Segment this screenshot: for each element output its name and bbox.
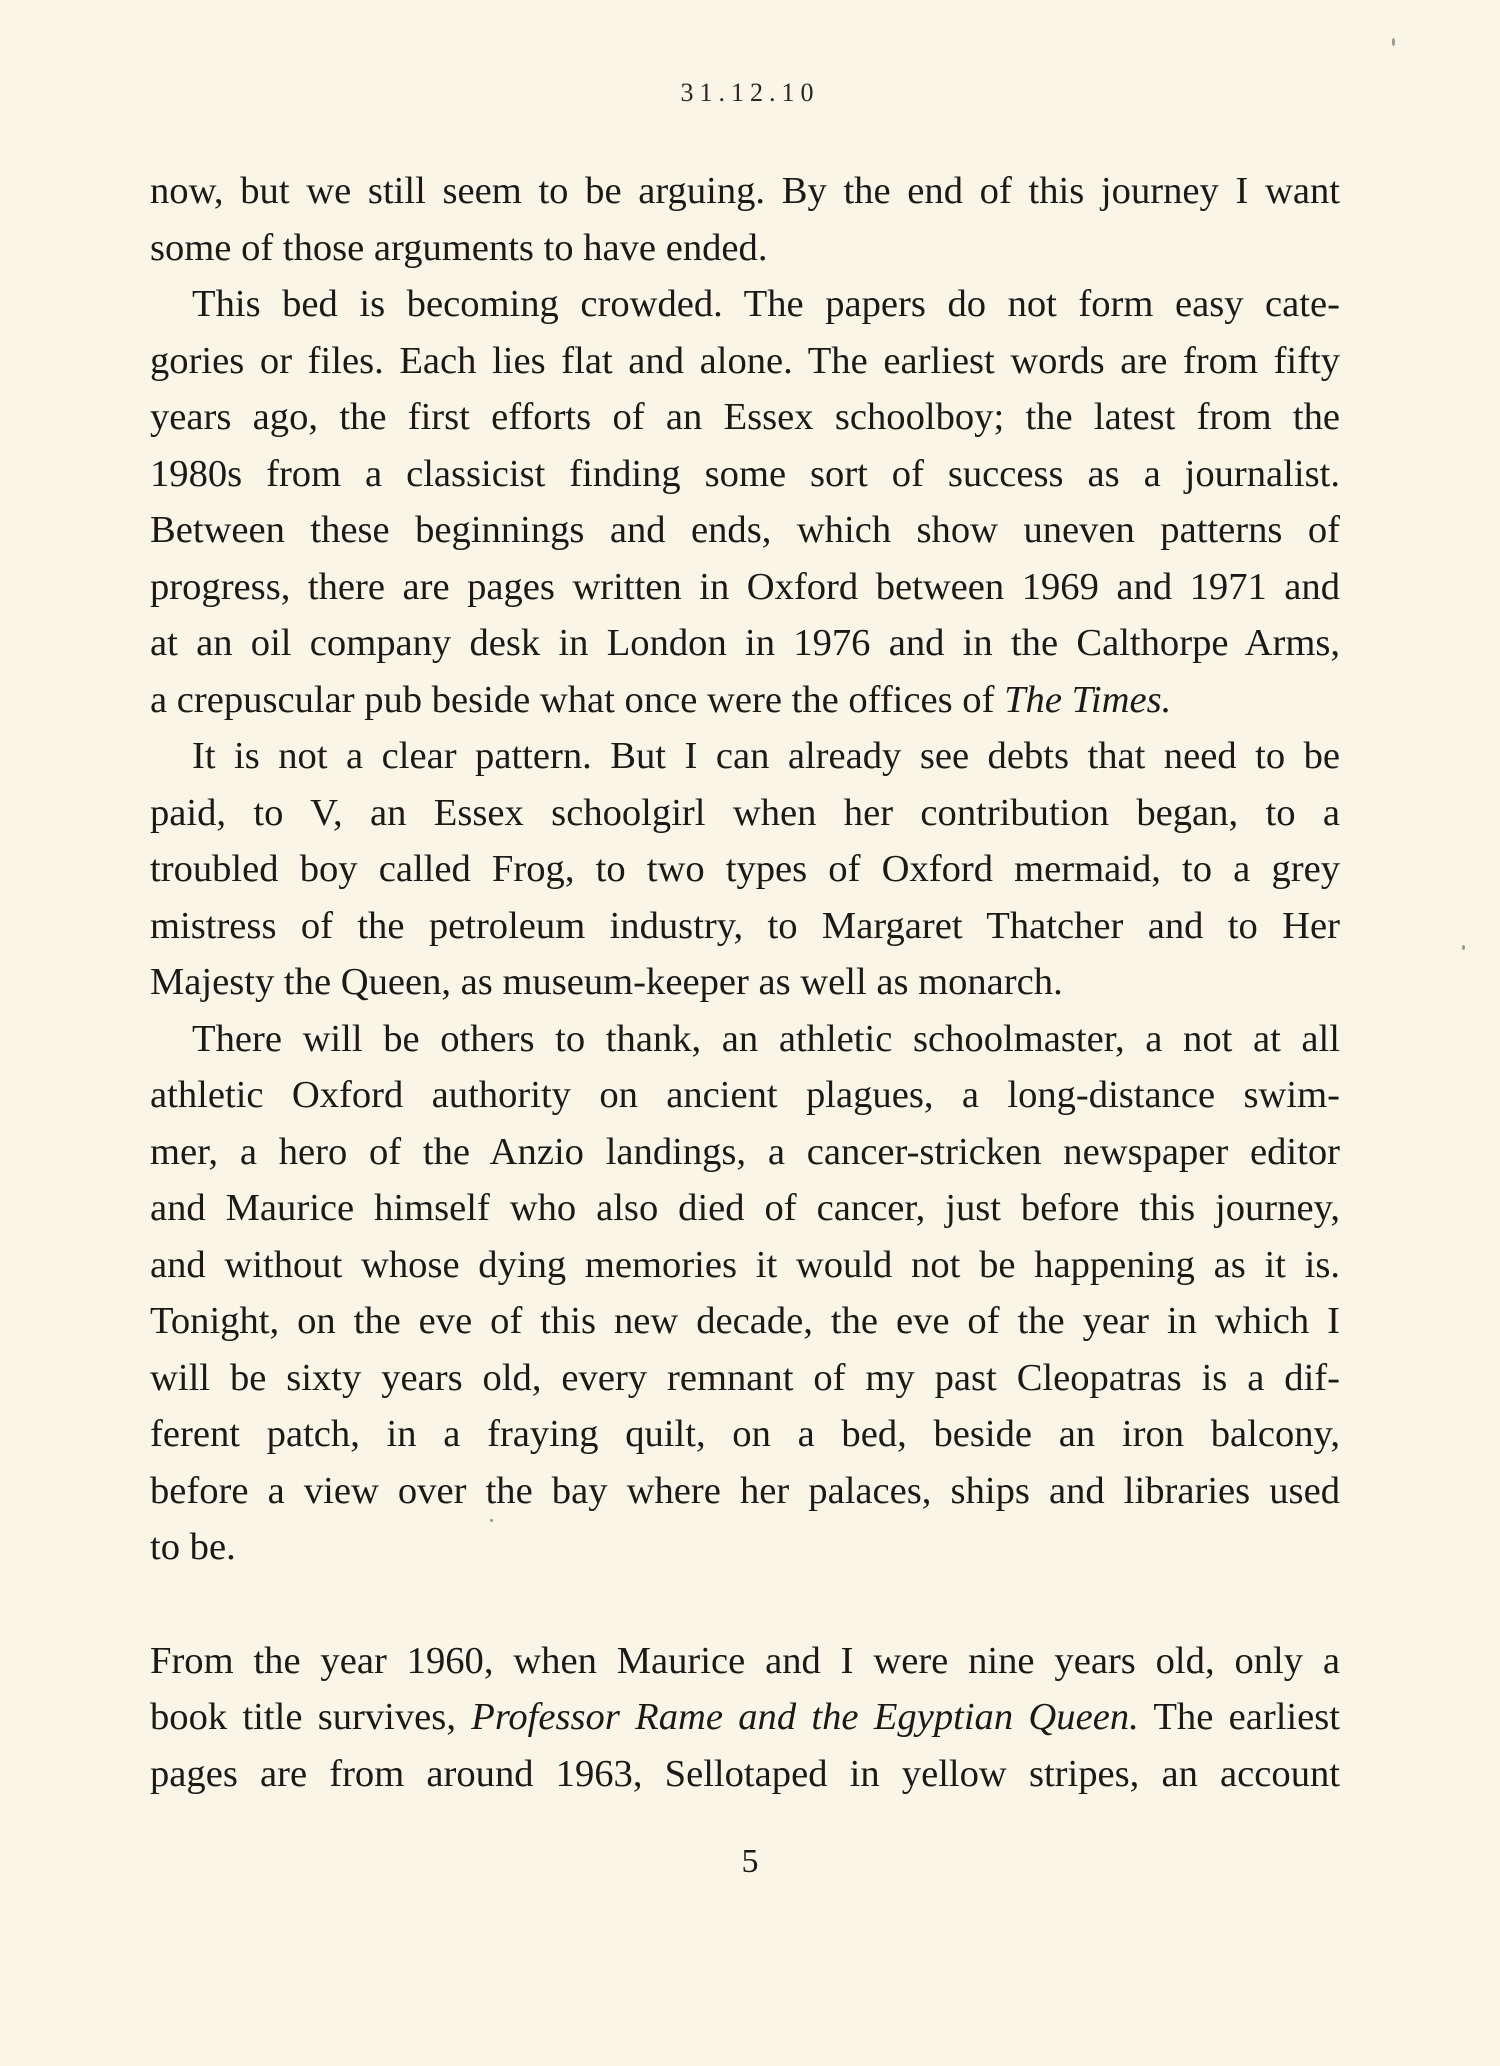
- text-run: The earliest: [1138, 1696, 1340, 1738]
- text-run: a crepuscular pub beside what once were the offices of: [150, 678, 1005, 721]
- text-line: some of those arguments to have ended.: [150, 226, 768, 269]
- running-head: 31.12.10: [680, 78, 820, 107]
- text-line: gories or files. Each lies flat and alone. The earliest words are from fifty: [150, 339, 1340, 382]
- italic-title: The Times.: [1004, 678, 1172, 721]
- text-line: progress, there are pages written in Oxford between 1969 and 1971 and: [150, 565, 1340, 608]
- text-line: ferent patch, in a fraying quilt, on a bed, beside an iron balcony,: [150, 1413, 1340, 1455]
- text-line: Between these beginnings and ends, which show uneven patterns of: [150, 509, 1340, 551]
- text-line: and Maurice himself who also died of cancer, just before this journey,: [150, 1187, 1340, 1229]
- text-line: Majesty the Queen, as museum-keeper as well as monarch.: [150, 961, 1063, 1003]
- text-run: book title survives,: [150, 1696, 472, 1738]
- paper-speck: [490, 1519, 493, 1522]
- section-break: [150, 1576, 1340, 1633]
- paper-speck: [1392, 38, 1395, 46]
- paragraph-4: [150, 1011, 1340, 1576]
- paragraph-5: [150, 1633, 1340, 1803]
- text-line: will be sixty years old, every remnant of my past Cleopatras is a dif-: [150, 1356, 1340, 1399]
- text-line: years ago, the first efforts of an Essex schoolboy; the latest from the: [150, 396, 1340, 438]
- italic-title: Professor Rame and the Egyptian Queen.: [471, 1696, 1139, 1738]
- text-line: mer, a hero of the Anzio landings, a cancer-stricken newspaper editor: [150, 1130, 1340, 1173]
- text-line: now, but we still seem to be arguing. By the end of this journey I want: [150, 170, 1340, 212]
- paper-speck: [1462, 945, 1465, 950]
- text-line: before a view over the bay where her palaces, ships and libraries used: [150, 1469, 1340, 1512]
- text-line: There will be others to thank, an athletic schoolmaster, a not at all: [192, 1017, 1340, 1060]
- text-line: athletic Oxford authority on ancient plagues, a long-distance swim-: [150, 1074, 1340, 1116]
- text-line: Tonight, on the eve of this new decade, the eve of the year in which I: [150, 1300, 1340, 1342]
- text-line: and without whose dying memories it would not be happening as it is.: [150, 1243, 1340, 1286]
- text-line: paid, to V, an Essex schoolgirl when her contribution began, to a: [150, 791, 1340, 834]
- text-line: From the year 1960, when Maurice and I were nine years old, only a: [150, 1639, 1340, 1682]
- body-text: [150, 163, 1340, 1802]
- text-line: troubled boy called Frog, to two types of Oxford mermaid, to a grey: [150, 848, 1340, 890]
- text-line: It is not a clear pattern. But I can already see debts that need to be: [192, 735, 1340, 777]
- text-line: pages are from around 1963, Sellotaped in yellow stripes, an account: [150, 1752, 1340, 1795]
- text-line: [150, 672, 1340, 729]
- paragraph-3: [150, 728, 1340, 1011]
- text-line: 1980s from a classicist finding some sort of success as a journalist.: [150, 452, 1340, 495]
- page-number: 5: [741, 1843, 759, 1880]
- text-line: mistress of the petroleum industry, to Margaret Thatcher and to Her: [150, 904, 1340, 947]
- paragraph-1: [150, 163, 1340, 276]
- paragraph-2: [150, 276, 1340, 728]
- text-line: to be.: [150, 1526, 236, 1568]
- text-line: [150, 1689, 1340, 1746]
- text-line: This bed is becoming crowded. The papers do not form easy cate-: [192, 283, 1340, 325]
- text-line: at an oil company desk in London in 1976 and in the Calthorpe Arms,: [150, 622, 1340, 664]
